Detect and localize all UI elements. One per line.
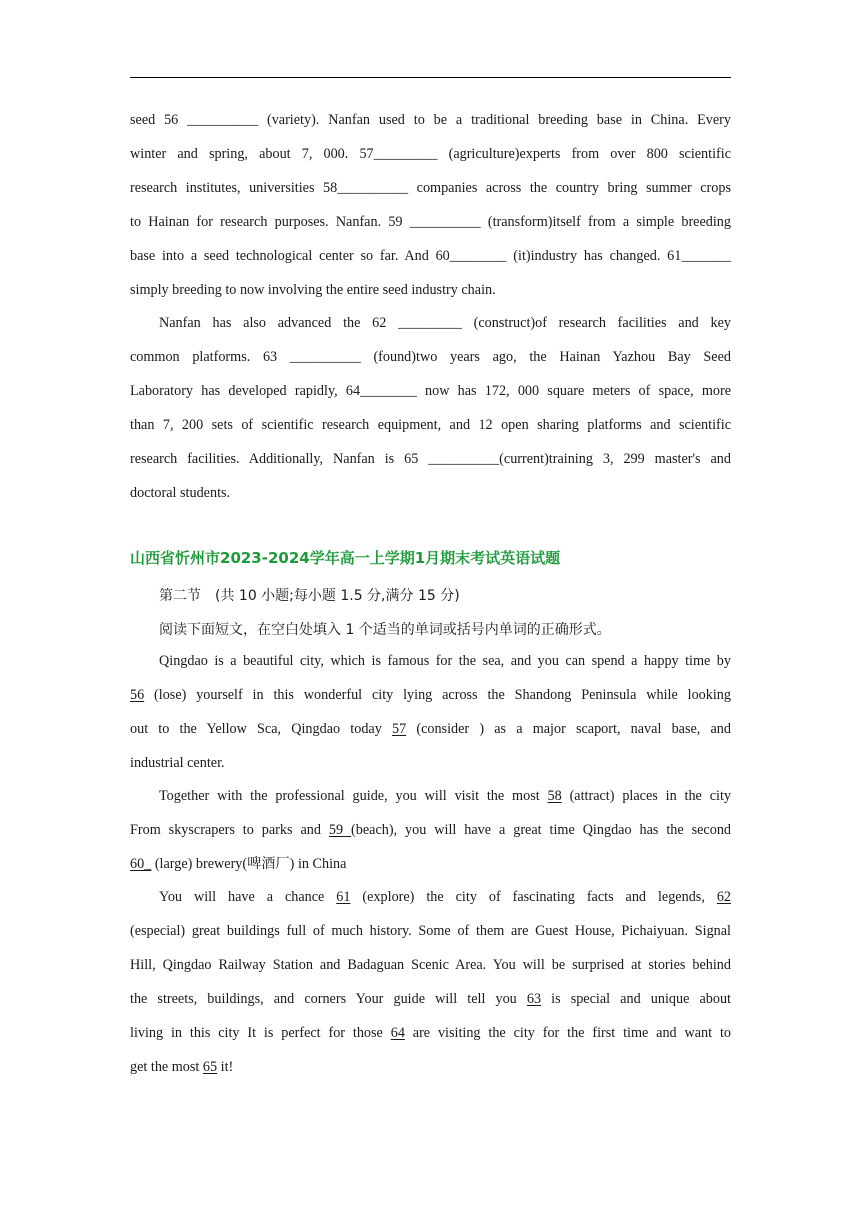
section-instruction: 阅读下面短文，在空白处填入 1 个适当的单词或括号内单词的正确形式。 <box>159 622 611 638</box>
passage2-paragraph2 <box>130 780 731 882</box>
blank-63: 63 <box>526 990 542 1007</box>
text-line: industrial center. <box>130 754 225 771</box>
text-line: get the most 65 it! <box>130 1058 234 1075</box>
text-line: Laboratory has developed rapidly, 64________ now has 172, 000 square meters of space, more <box>130 382 731 399</box>
text-line: You will have a chance 61 (explore) the city of fascinating facts and legends, 62 <box>159 889 731 905</box>
blank-60: 60_ <box>130 855 152 872</box>
text-line: research facilities. Additionally, Nanfan is 65 __________(current)training 3, 299 master's and <box>130 450 731 467</box>
text-line: simply breeding to now involving the entire seed industry chain. <box>130 281 496 298</box>
header-rule <box>130 77 731 78</box>
blank-57: 57 <box>391 720 407 737</box>
text-line: base into a seed technological center so far. And 60________ (it)industry has changed. 61_______ <box>130 247 731 264</box>
text-line: doctoral students. <box>130 484 231 501</box>
blank-61: 61 <box>336 889 351 905</box>
text-line: to Hainan for research purposes. Nanfan. 59 __________ (transform)itself from a simple breeding <box>130 213 731 230</box>
blank-65: 65 <box>202 1058 218 1075</box>
text-line: out to the Yellow Sca, Qingdao today 57 (consider ) as a major scaport, naval base, and <box>130 720 731 737</box>
text-line: 60_ (large) brewery(啤酒厂) in China <box>130 855 347 872</box>
text-line: Nanfan has also advanced the 62 _________ (construct)of research facilities and key <box>159 315 731 331</box>
text-line: than 7, 200 sets of scientific research equipment, and 12 open sharing platforms and scientific <box>130 416 731 433</box>
text-line: living in this city It is perfect for those 64 are visiting the city for the first time and want to <box>130 1024 731 1041</box>
text-line: the streets, buildings, and corners Your guide will tell you 63 is special and unique about <box>130 990 731 1007</box>
blank-64: 64 <box>390 1024 405 1041</box>
passage1-paragraph2 <box>130 307 731 510</box>
text-line: winter and spring, about 7, 000. 57_________ (agriculture)experts from over 800 scientific <box>130 145 731 162</box>
blank-58: 58 <box>547 788 562 804</box>
text-line: common platforms. 63 __________ (found)two years ago, the Hainan Yazhou Bay Seed <box>130 348 731 365</box>
passage2-paragraph1 <box>130 645 731 781</box>
section-subtitle: 第二节 (共 10 小题;每小题 1.5 分,满分 15 分) <box>159 588 460 604</box>
text-line: seed 56 __________ (variety). Nanfan used to be a traditional breeding base in China. Every <box>130 112 731 128</box>
text-line: Together with the professional guide, you will visit the most 58 (attract) places in the city <box>159 788 731 804</box>
blank-62: 62 <box>716 889 731 905</box>
passage2-paragraph3 <box>130 881 731 1084</box>
text-line: 56 (lose) yourself in this wonderful city lying across the Shandong Peninsula while looking <box>130 686 731 703</box>
blank-56: 56 <box>130 686 145 703</box>
passage1-paragraph1 <box>130 104 731 307</box>
text-line: (especial) great buildings full of much history. Some of them are Guest House, Pichaiyuan. Signal <box>130 922 731 939</box>
section-title: 山西省忻州市2023-2024学年高一上学期1月期末考试英语试题 <box>130 549 561 567</box>
text-line: research institutes, universities 58__________ companies across the country bring summer crops <box>130 179 731 196</box>
text-line: From skyscrapers to parks and 59 (beach), you will have a great time Qingdao has the second <box>130 821 732 838</box>
blank-59: 59 <box>328 821 352 838</box>
text-line: Hill, Qingdao Railway Station and Badaguan Scenic Area. You will be surprised at stories behind <box>130 956 731 973</box>
text-line: Qingdao is a beautiful city, which is famous for the sea, and you can spend a happy time by <box>159 653 731 669</box>
